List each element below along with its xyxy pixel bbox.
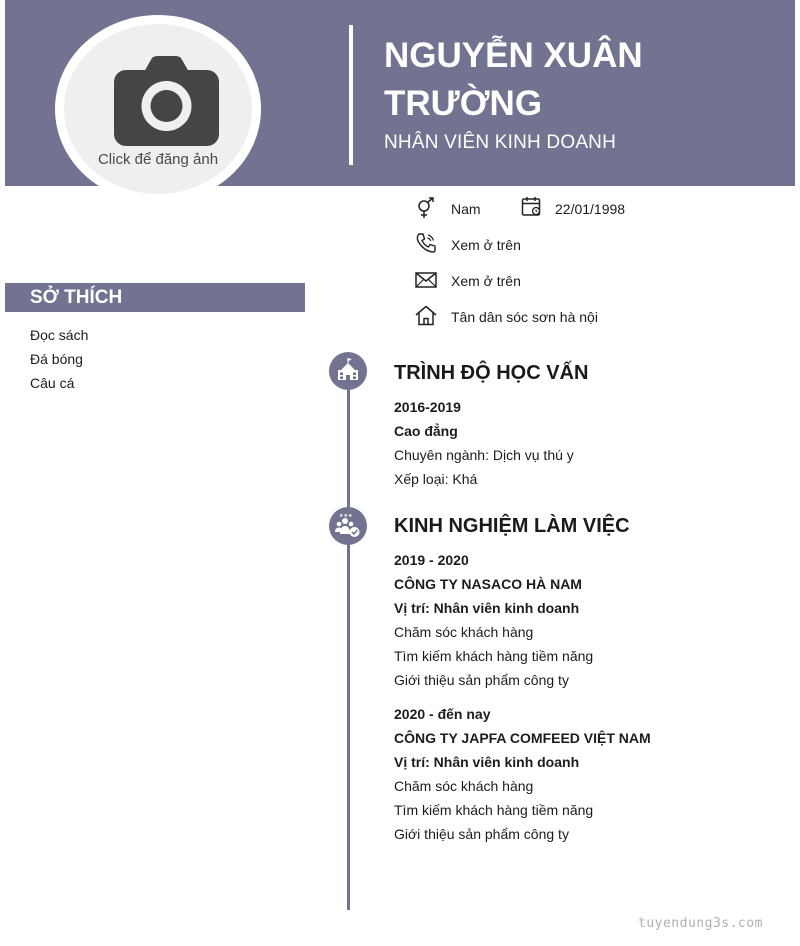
gender-icon (414, 197, 436, 219)
timeline-line (347, 370, 350, 910)
avatar[interactable] (55, 15, 261, 203)
team-icon (329, 507, 367, 545)
job-period: 2020 - đến nay (394, 706, 491, 722)
email-value: Xem ở trên (451, 273, 521, 289)
job-duty: Chăm sóc khách hàng (394, 778, 534, 794)
job-position: Vị trí: Nhân viên kinh doanh (394, 600, 580, 616)
job-duty: Tìm kiếm khách hàng tiềm năng (394, 648, 594, 664)
education-period: 2016-2019 (394, 399, 461, 415)
experience-heading: KINH NGHIỆM LÀM VIỆC (394, 515, 630, 537)
gender-value: Nam (451, 201, 481, 217)
phone-icon (415, 232, 437, 254)
svg-text:★★★: ★★★ (339, 513, 353, 519)
address-value: Tân dân sóc sơn hà nội (451, 309, 598, 325)
education-major: Chuyên ngành: Dịch vụ thú y (394, 447, 574, 463)
school-icon (329, 352, 367, 390)
education-level: Cao đẳng (394, 423, 458, 439)
hobby-item: Đọc sách (30, 327, 89, 343)
envelope-icon (415, 271, 437, 289)
hobbies-section-header (5, 283, 305, 312)
phone-value: Xem ở trên (451, 237, 521, 253)
job-duty: Giới thiệu sản phẩm công ty (394, 672, 569, 688)
education-icon-badge (329, 352, 367, 390)
job-title: NHÂN VIÊN KINH DOANH (384, 132, 617, 153)
watermark: tuyendung3s.com (638, 916, 763, 931)
upload-photo-label[interactable]: Click để đăng ảnh (97, 151, 219, 168)
hobby-item: Đá bóng (30, 351, 83, 367)
job-duty: Giới thiệu sản phẩm công ty (394, 826, 569, 842)
experience-icon-badge (329, 507, 367, 545)
job-period: 2019 - 2020 (394, 552, 469, 568)
home-icon (415, 305, 437, 326)
avatar-placeholder[interactable] (64, 24, 252, 194)
calendar-icon (521, 196, 542, 217)
candidate-name: NGUYỄN XUÂN TRƯỜNG (384, 36, 643, 123)
job-company: CÔNG TY JAPFA COMFEED VIỆT NAM (394, 730, 651, 746)
job-company: CÔNG TY NASACO HÀ NAM (394, 576, 582, 592)
camera-icon (114, 56, 219, 146)
birthday-value: 22/01/1998 (555, 201, 626, 217)
hobbies-heading: SỞ THÍCH (30, 287, 123, 308)
job-position: Vị trí: Nhân viên kinh doanh (394, 754, 580, 770)
job-duty: Chăm sóc khách hàng (394, 624, 534, 640)
education-rank: Xếp loại: Khá (394, 471, 478, 487)
header-divider (349, 25, 353, 165)
hobby-item: Câu cá (30, 375, 75, 391)
job-duty: Tìm kiếm khách hàng tiềm năng (394, 802, 594, 818)
education-heading: TRÌNH ĐỘ HỌC VẤN (394, 362, 589, 384)
